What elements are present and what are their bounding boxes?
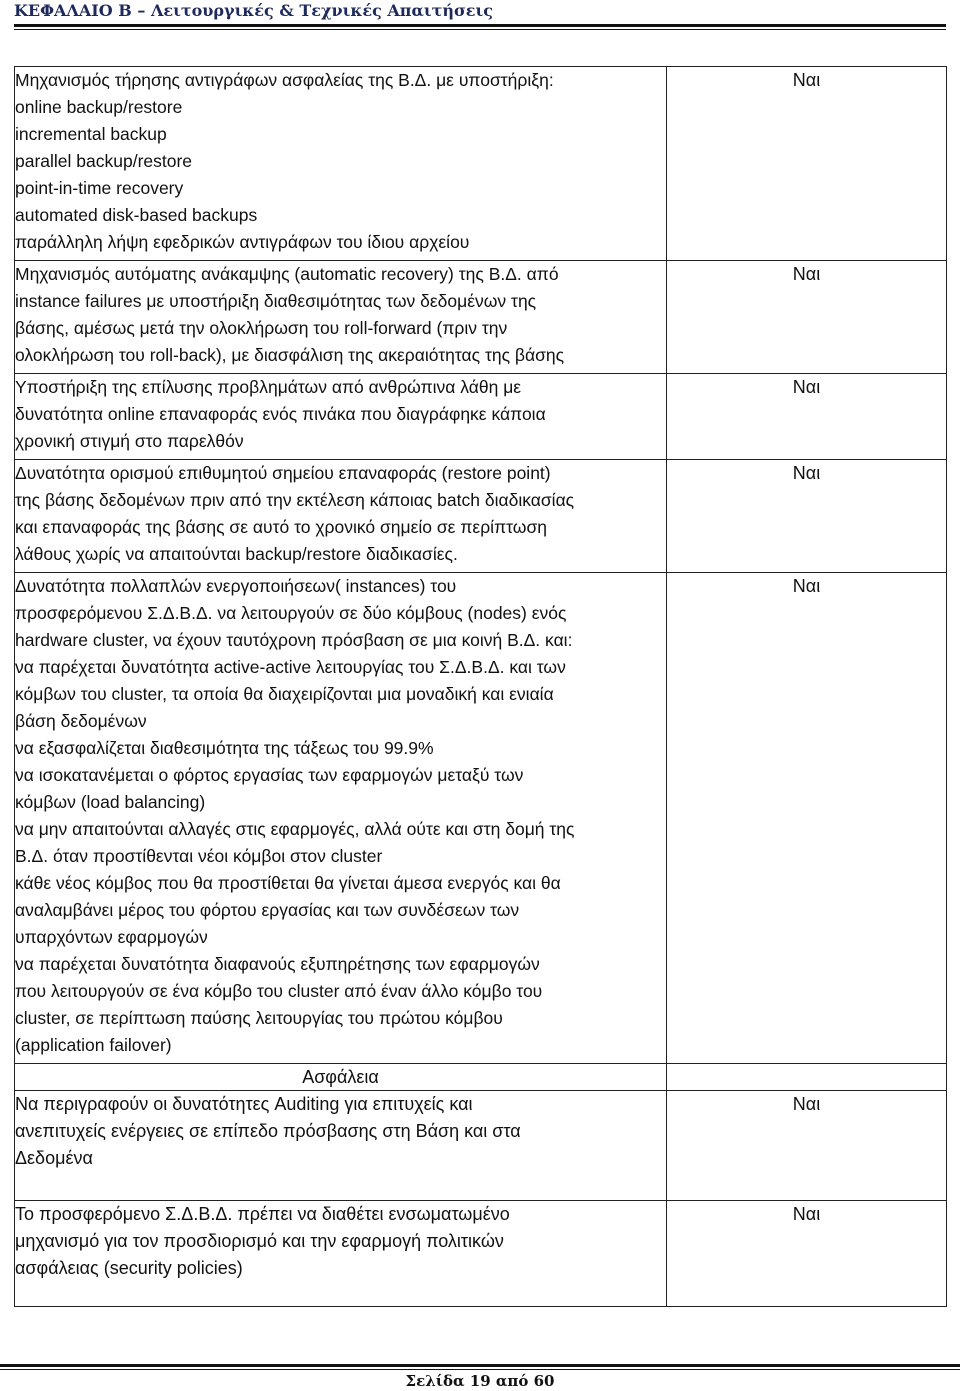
requirement-line: Β.Δ. όταν προστίθενται νέοι κόμβοι στον cluster (15, 846, 383, 866)
requirement-line: Το προσφερόμενο Σ.Δ.Β.Δ. πρέπει να διαθέτει ενσωματωμένο (15, 1204, 510, 1224)
requirement-line: instance failures με υποστήριξη διαθεσιμότητας των δεδομένων της (15, 291, 537, 311)
requirement-line: ασφάλειας (security policies) (15, 1258, 243, 1278)
requirement-line: parallel backup/restore (15, 151, 193, 171)
footer-rule-thin (0, 1369, 960, 1370)
requirement-line: χρονική στιγμή στο παρελθόν (15, 431, 244, 451)
compliance-answer: Ναι (667, 67, 947, 261)
requirement-line: παράλληλη λήψη εφεδρικών αντιγράφων του ίδιου αρχείου (15, 232, 470, 252)
requirement-line: ανεπιτυχείς ενέργειες σε επίπεδο πρόσβασης στη Βάση και στα (15, 1121, 521, 1141)
requirement-line: προσφερόμενου Σ.Δ.Β.Δ. να λειτουργούν σε δύο κόμβους (nodes) ενός (15, 603, 567, 623)
requirement-cell (15, 573, 667, 1064)
table-row (15, 261, 947, 374)
requirement-line: ολοκλήρωση του roll-back), με διασφάλιση της ακεραιότητας της βάσης (15, 345, 565, 365)
requirement-line: λάθους χωρίς να απαιτούνται backup/restore διαδικασίες. (15, 544, 458, 564)
compliance-answer: Ναι (667, 261, 947, 374)
header-rule-thin (14, 29, 946, 30)
table-row (15, 374, 947, 460)
requirement-line: να μην απαιτούνται αλλαγές στις εφαρμογές, αλλά ούτε και στη δομή της (15, 819, 575, 839)
compliance-answer: Ναι (667, 573, 947, 1064)
requirement-line: αναλαμβάνει μέρος του φόρτου εργασίας και των συνδέσεων των (15, 900, 520, 920)
requirement-line: Δυνατότητα ορισμού επιθυμητού σημείου επαναφοράς (restore point) (15, 463, 551, 483)
requirement-line: Μηχανισμός τήρησης αντιγράφων ασφαλείας της Β.Δ. με υποστήριξη: (15, 70, 554, 90)
requirement-line: να παρέχεται δυνατότητα active-active λειτουργίας του Σ.Δ.Β.Δ. και των (15, 657, 566, 677)
requirement-cell (15, 1201, 667, 1307)
requirement-line: automated disk-based backups (15, 205, 258, 225)
requirement-line: βάσης, αμέσως μετά την ολοκλήρωση του roll-forward (πριν την (15, 318, 508, 338)
requirement-line: incremental backup (15, 124, 167, 144)
table-row (15, 1201, 947, 1307)
requirement-line: της βάσης δεδομένων πριν από την εκτέλεση κάποιας batch διαδικασίας (15, 490, 575, 510)
page-header (14, 0, 946, 28)
compliance-answer: Ναι (667, 460, 947, 573)
requirement-line: μηχανισμό για τον προσδιορισμό και την εφαρμογή πολιτικών (15, 1231, 504, 1251)
requirement-cell (15, 374, 667, 460)
requirement-cell (15, 67, 667, 261)
header-rule (14, 24, 946, 27)
requirement-cell (15, 460, 667, 573)
requirement-line: (application failover) (15, 1035, 172, 1055)
requirement-line: κόμβων του cluster, τα οποία θα διαχειρίζονται μια μοναδική και ενιαία (15, 684, 554, 704)
table-row (15, 1091, 947, 1201)
requirement-line: Να περιγραφούν οι δυνατότητες Auditing για επιτυχείς και (15, 1094, 473, 1114)
compliance-answer: Ναι (667, 1201, 947, 1307)
requirements-table (14, 66, 947, 1307)
requirement-line: δυνατότητα online επαναφοράς ενός πινάκα που διαγράφηκε κάποια (15, 404, 546, 424)
section-heading-empty-cell (667, 1064, 947, 1091)
requirement-cell (15, 1091, 667, 1201)
requirement-line: Δεδομένα (15, 1148, 93, 1168)
requirement-line: Υποστήριξη της επίλυσης προβλημάτων από ανθρώπινα λάθη με (15, 377, 522, 397)
footer-rule (0, 1364, 960, 1367)
requirement-line: κόμβων (load balancing) (15, 792, 206, 812)
compliance-answer: Ναι (667, 1091, 947, 1201)
requirement-line: και επαναφοράς της βάσης σε αυτό το χρονικό σημείο σε περίπτωση (15, 517, 547, 537)
section-heading: Ασφάλεια (15, 1064, 667, 1091)
chapter-title: ΚΕΦΑΛΑΙΟ Β – Λειτουργικές & Τεχνικές Απαιτήσεις (14, 1, 493, 20)
requirement-line: Μηχανισμός αυτόματης ανάκαμψης (automatic recovery) της Β.Δ. από (15, 264, 559, 284)
compliance-answer: Ναι (667, 374, 947, 460)
requirement-line: που λειτουργούν σε ένα κόμβο του cluster από έναν άλλο κόμβο του (15, 981, 543, 1001)
requirement-line: online backup/restore (15, 97, 183, 117)
requirement-line: βάση δεδομένων (15, 711, 147, 731)
table-row (15, 573, 947, 1064)
requirement-line: να ισοκατανέμεται ο φόρτος εργασίας των εφαρμογών μεταξύ των (15, 765, 524, 785)
requirement-line: κάθε νέος κόμβος που θα προστίθεται θα γίνεται άμεσα ενεργός και θα (15, 873, 561, 893)
requirement-line: να παρέχεται δυνατότητα διαφανούς εξυπηρέτησης των εφαρμογών (15, 954, 540, 974)
section-heading-row (15, 1064, 947, 1091)
table-row (15, 460, 947, 573)
requirement-line: υπαρχόντων εφαρμογών (15, 927, 208, 947)
table-row (15, 67, 947, 261)
requirements-table-body (15, 67, 947, 1307)
requirement-line: point-in-time recovery (15, 178, 184, 198)
requirement-line: Δυνατότητα πολλαπλών ενεργοποιήσεων( instances) του (15, 576, 457, 596)
requirement-line: να εξασφαλίζεται διαθεσιμότητα της τάξεως του 99.9% (15, 738, 434, 758)
requirement-line: cluster, σε περίπτωση παύσης λειτουργίας του πρώτου κόμβου (15, 1008, 503, 1028)
requirement-cell (15, 261, 667, 374)
page-number: Σελίδα 19 από 60 (405, 1372, 555, 1390)
requirement-line: hardware cluster, να έχουν ταυτόχρονη πρόσβαση σε μια κοινή Β.Δ. και: (15, 630, 573, 650)
